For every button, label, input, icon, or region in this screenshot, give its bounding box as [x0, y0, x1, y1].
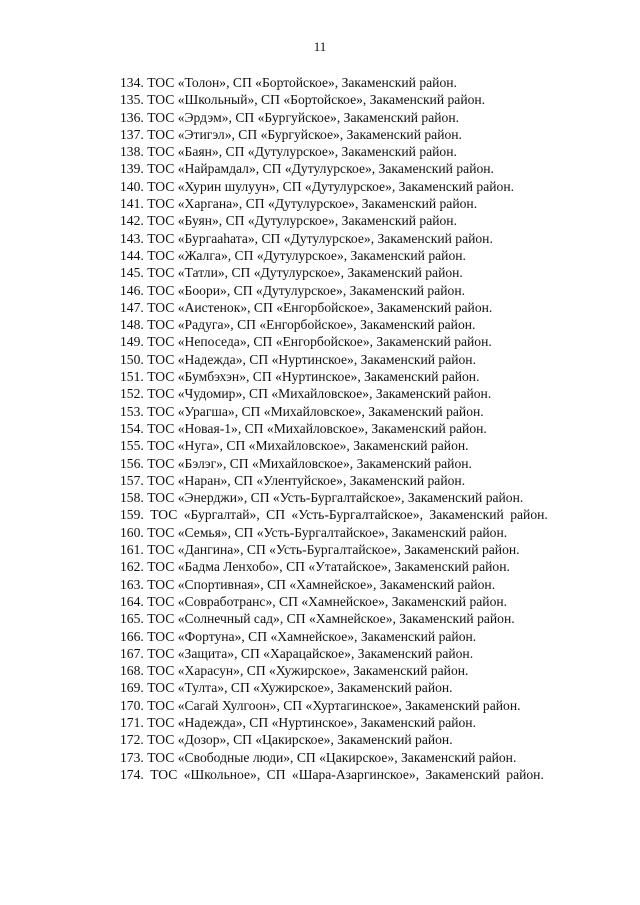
- list-item: [84, 697, 572, 714]
- list-item-text: 140. ТОС «Хурин шулуун», СП «Дутулурское», Закаменский район.: [120, 178, 515, 194]
- list-item-text: 136. ТОС «Эрдэм», СП «Бургуйское», Закаменский район.: [120, 109, 459, 125]
- list-item-text: 149. ТОС «Непоседа», СП «Енгорбойское», Закаменский район.: [120, 334, 492, 350]
- list-item-text: 169. ТОС «Тулта», СП «Хужирское», Закаменский район.: [120, 680, 453, 696]
- list-item-text: 154. ТОС «Новая-1», СП «Михайловское», Закаменский район.: [120, 420, 487, 436]
- list-item-text: 171. ТОС «Надежда», СП «Нуртинское», Закаменский район.: [120, 714, 476, 730]
- list-item: [84, 766, 572, 783]
- list-item-text: 137. ТОС «Этигэл», СП «Бургуйское», Закаменский район.: [120, 126, 462, 142]
- list-item-text: 156. ТОС «Бэлэг», СП «Михайловское», Закаменский район.: [120, 455, 472, 471]
- list-item: [84, 628, 572, 645]
- list-item: [84, 749, 572, 766]
- list-item-text: 164. ТОС «Совработранс», СП «Хамнейское», Закаменский район.: [120, 593, 508, 609]
- list-item: [84, 299, 572, 316]
- list-item: [84, 489, 572, 506]
- list-item: [84, 420, 572, 437]
- list-item-text: 134. ТОС «Толон», СП «Бортойское», Закаменский район.: [120, 75, 457, 90]
- list-item-text: 161. ТОС «Дангина», СП «Усть-Бургалтайское», Закаменский район.: [120, 542, 520, 558]
- list-item-text: 159. ТОС «Бургалтай», СП «Усть-Бургалтайское», Закаменский район.: [120, 507, 548, 523]
- list-item-text: 152. ТОС «Чудомир», СП «Михайловское», Закаменский район.: [120, 386, 492, 402]
- list-item-text: 147. ТОС «Аистенок», СП «Енгорбойское», Закаменский район.: [120, 299, 493, 315]
- list-item: [84, 109, 572, 126]
- list-item: [84, 576, 572, 593]
- list-item-text: 153. ТОС «Урагша», СП «Михайловское», Закаменский район.: [120, 403, 484, 419]
- list-item: [84, 593, 572, 610]
- list-item: [84, 74, 572, 91]
- list-item: [84, 351, 572, 368]
- list-item: [84, 645, 572, 662]
- list-item-text: 145. ТОС «Татли», СП «Дутулурское», Закаменский район.: [120, 265, 463, 281]
- list-item: [84, 472, 572, 489]
- list-item-text: 139. ТОС «Найрамдал», СП «Дутулурское», Закаменский район.: [120, 161, 494, 177]
- list-item-text: 162. ТОС «Бадма Ленхобо», СП «Утатайское», Закаменский район.: [120, 559, 510, 575]
- list-item: [84, 282, 572, 299]
- list-item-text: 148. ТОС «Радуга», СП «Енгорбойское», Закаменский район.: [120, 317, 476, 333]
- list-item-text: 157. ТОС «Наран», СП «Улентуйское», Закаменский район.: [120, 472, 466, 488]
- list-item: [84, 247, 572, 264]
- list-item-text: 151. ТОС «Бумбэхэн», СП «Нуртинское», Закаменский район.: [120, 369, 480, 385]
- list-item: [84, 385, 572, 402]
- list-item: [84, 178, 572, 195]
- list-item: [84, 714, 572, 731]
- tos-list: [84, 74, 572, 783]
- list-item: [84, 558, 572, 575]
- list-item-text: 167. ТОС «Защита», СП «Харацайское», Закаменский район.: [120, 645, 474, 661]
- list-item-text: 144. ТОС «Жалга», СП «Дутулурское», Закаменский район.: [120, 247, 466, 263]
- list-item-text: 172. ТОС «Дозор», СП «Цакирское», Закаменский район.: [120, 732, 453, 748]
- list-item-text: 155. ТОС «Нуга», СП «Михайловское», Закаменский район.: [120, 438, 469, 454]
- list-item-text: 168. ТОС «Харасун», СП «Хужирское», Закаменский район.: [120, 663, 469, 679]
- list-item: [84, 143, 572, 160]
- list-item: [84, 455, 572, 472]
- list-item: [84, 368, 572, 385]
- list-item-text: 173. ТОС «Свободные люди», СП «Цакирское», Закаменский район.: [120, 749, 517, 765]
- list-item-text: 142. ТОС «Буян», СП «Дутулурское», Закаменский район.: [120, 213, 457, 229]
- list-item: [84, 333, 572, 350]
- list-item: [84, 230, 572, 247]
- list-item: [84, 212, 572, 229]
- list-item-text: 170. ТОС «Сагай Хулгоон», СП «Хуртагинское», Закаменский район.: [120, 697, 521, 713]
- list-item: [84, 610, 572, 627]
- list-item-text: 165. ТОС «Солнечный сад», СП «Хамнейское», Закаменский район.: [120, 611, 515, 627]
- list-item-text: 158. ТОС «Энерджи», СП «Усть-Бургалтайское», Закаменский район.: [120, 490, 524, 506]
- list-item-text: 146. ТОС «Боори», СП «Дутулурское», Закаменский район.: [120, 282, 465, 298]
- list-item: [84, 195, 572, 212]
- list-item-text: 160. ТОС «Семья», СП «Усть-Бургалтайское», Закаменский район.: [120, 524, 508, 540]
- list-item-text: 174. ТОС «Школьное», СП «Шара-Азаргинское», Закаменский район.: [120, 766, 544, 782]
- page-number: 11: [313, 39, 327, 54]
- list-item: [84, 437, 572, 454]
- list-item: [84, 91, 572, 108]
- list-item-text: 150. ТОС «Надежда», СП «Нуртинское», Закаменский район.: [120, 351, 476, 367]
- list-item: [84, 403, 572, 420]
- list-item-text: 138. ТОС «Баян», СП «Дутулурское», Закаменский район.: [120, 144, 457, 160]
- list-item-text: 163. ТОС «Спортивная», СП «Хамнейское», Закаменский район.: [120, 576, 496, 592]
- list-item: [84, 662, 572, 679]
- list-item: [84, 524, 572, 541]
- list-item: [84, 506, 572, 523]
- list-item: [84, 316, 572, 333]
- list-item-text: 141. ТОС «Харгана», СП «Дутулурское», Закаменский район.: [120, 196, 478, 212]
- list-item-text: 143. ТОС «Бургааhата», СП «Дутулурское», Закаменский район.: [120, 230, 493, 246]
- list-item: [84, 126, 572, 143]
- list-item: [84, 731, 572, 748]
- list-item-text: 135. ТОС «Школьный», СП «Бортойское», Закаменский район.: [120, 92, 486, 108]
- list-item: [84, 264, 572, 281]
- list-item: [84, 679, 572, 696]
- list-item: [84, 160, 572, 177]
- list-item-text: 166. ТОС «Фортуна», СП «Хамнейское», Закаменский район.: [120, 628, 477, 644]
- list-item: [84, 541, 572, 558]
